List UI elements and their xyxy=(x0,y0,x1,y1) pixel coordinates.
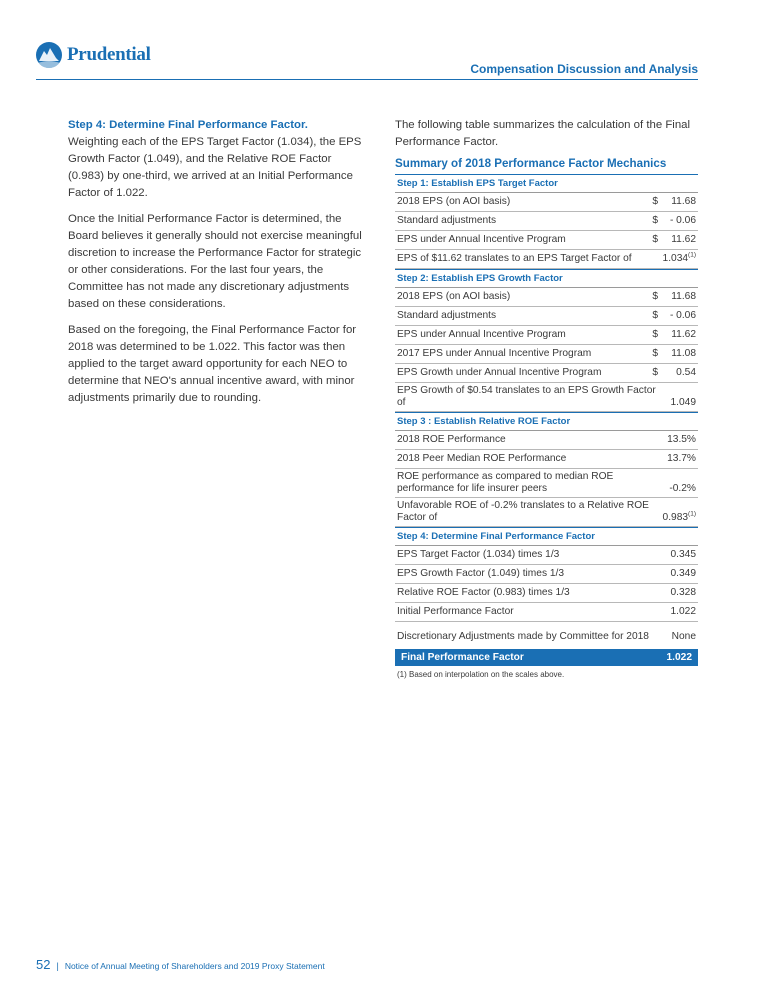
table-row: 2018 EPS (on AOI basis) $ 11.68 xyxy=(395,193,698,212)
table-row-result: EPS of $11.62 translates to an EPS Target Factor of 1.034$^{(1)}$ xyxy=(395,250,698,269)
paragraph-2: Once the Initial Performance Factor is determined, the Board believes it generally should not exercise meaningful discretion to increase the Performance Factor for strategic or other considerations. For the last four years, the Committee has not made any discretionary adjustments based on these considerations. xyxy=(68,213,362,310)
footer-text: Notice of Annual Meeting of Shareholders and 2019 Proxy Statement xyxy=(64,961,325,971)
section-title: Compensation Discussion and Analysis xyxy=(470,62,698,76)
table-row: 2017 EPS under Annual Incentive Program $ 11.08 xyxy=(395,345,698,364)
header-divider xyxy=(36,79,698,80)
table-row: EPS Growth under Annual Incentive Program $ 0.54 xyxy=(395,364,698,383)
paragraph-3: Based on the foregoing, the Final Performance Factor for 2018 was determined to be 1.022. This factor was then applied to the target award opportunity for each NEO to determine that NEO's annual incentive award, with minor adjustments primarily due to rounding. xyxy=(68,324,357,404)
table-row: 2018 EPS (on AOI basis) $ 11.68 xyxy=(395,288,698,307)
footnote: (1) Based on interpolation on the scales above. xyxy=(397,670,565,679)
table-row: ROE performance as compared to median ROE performance for life insurer peers -0.2% xyxy=(395,469,698,498)
paragraph-1: Weighting each of the EPS Target Factor (1.034), the EPS Growth Factor (1.049), and the Relative ROE Factor (0.983) by one-third, we arrived at an Initial Performance Factor of 1.022. xyxy=(68,136,362,199)
prudential-logo xyxy=(36,42,151,68)
logo-text: Prudential xyxy=(67,44,151,65)
initial-factor-row: Initial Performance Factor 1.022 xyxy=(395,603,698,622)
page-number: 52 xyxy=(36,957,51,972)
page-footer xyxy=(36,957,325,972)
right-column xyxy=(395,117,698,679)
discretionary-row: Discretionary Adjustments made by Committee for 2018 None xyxy=(397,631,696,642)
table-row: EPS Target Factor (1.034) times 1/3 0.345 xyxy=(395,546,698,565)
final-factor-label: Final Performance Factor xyxy=(401,652,524,663)
table-row: 2018 ROE Performance 13.5% xyxy=(395,431,698,450)
table-row: EPS under Annual Incentive Program $ 11.62 xyxy=(395,231,698,250)
step1-header: Step 1: Establish EPS Target Factor xyxy=(395,174,698,193)
table-row: EPS Growth Factor (1.049) times 1/3 0.349 xyxy=(395,565,698,584)
rock-icon xyxy=(36,42,62,68)
final-factor-value: 1.022 xyxy=(666,652,692,663)
footer-separator: | xyxy=(56,961,59,971)
table-row: 2018 Peer Median ROE Performance 13.7% xyxy=(395,450,698,469)
step4-header: Step 4: Determine Final Performance Factor xyxy=(395,527,698,546)
left-column xyxy=(68,117,368,416)
table-row: EPS under Annual Incentive Program $ 11.62 xyxy=(395,326,698,345)
table-row-result: Unfavorable ROE of -0.2% translates to a Relative ROE Factor of 0.983$^{(1)}$ xyxy=(395,498,698,527)
step4-heading: Step 4: Determine Final Performance Factor. xyxy=(68,119,308,131)
step2-header: Step 2: Establish EPS Growth Factor xyxy=(395,269,698,288)
table-row-result: EPS Growth of $0.54 translates to an EPS Growth Factor of 1.049 xyxy=(395,383,698,412)
table-row: Relative ROE Factor (0.983) times 1/3 0.328 xyxy=(395,584,698,603)
table-row: Standard adjustments $ - 0.06 xyxy=(395,307,698,326)
table-title: Summary of 2018 Performance Factor Mechanics xyxy=(395,157,667,170)
table-intro: The following table summarizes the calculation of the Final Performance Factor. xyxy=(395,119,691,148)
table-row: Standard adjustments $ - 0.06 xyxy=(395,212,698,231)
performance-factor-table xyxy=(395,174,698,666)
step3-header: Step 3 : Establish Relative ROE Factor xyxy=(395,412,698,431)
final-factor-row xyxy=(395,649,698,666)
